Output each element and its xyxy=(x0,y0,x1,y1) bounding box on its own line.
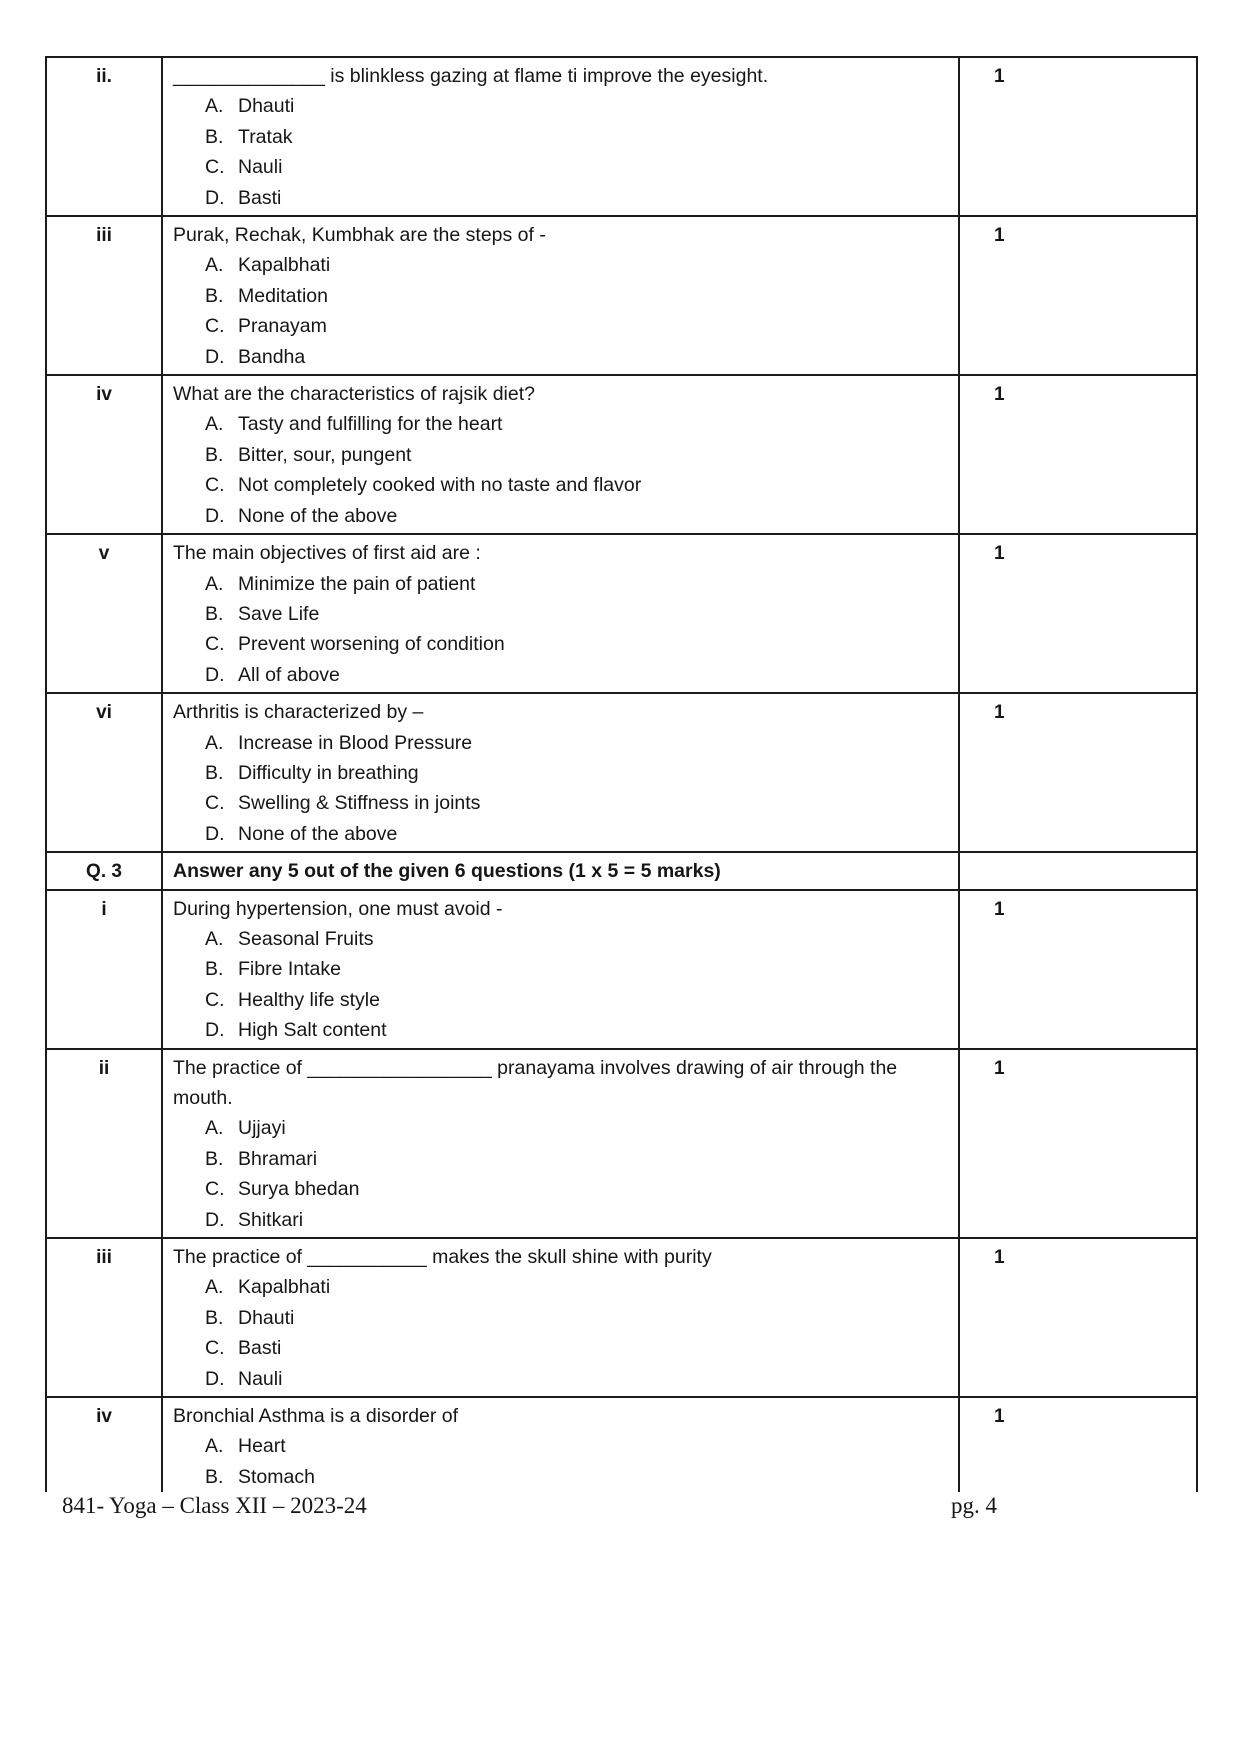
option-letter: D. xyxy=(205,186,225,209)
question-text: Purak, Rechak, Kumbhak are the steps of - xyxy=(173,224,546,247)
question-number: iv xyxy=(47,376,163,533)
option-row xyxy=(173,1174,946,1204)
option-text: Dhauti xyxy=(238,1306,295,1329)
option-text: Swelling & Stiffness in joints xyxy=(238,792,481,815)
option-text: Meditation xyxy=(238,284,328,307)
footer-course-title: 841- Yoga – Class XII – 2023-24 xyxy=(62,1493,367,1518)
option-row xyxy=(173,91,946,121)
option-text: Surya bhedan xyxy=(238,1178,360,1201)
question-number: iii xyxy=(47,217,163,374)
option-row xyxy=(173,1333,946,1363)
option-text: Tasty and fulfilling for the heart xyxy=(238,413,503,436)
table-row xyxy=(47,1398,1196,1492)
option-text: Fibre Intake xyxy=(238,958,341,981)
marks-value: 1 xyxy=(994,898,1005,920)
option-letter: C. xyxy=(205,633,225,656)
option-text: Nauli xyxy=(238,1367,283,1390)
option-row xyxy=(173,152,946,182)
marks-value xyxy=(960,853,1196,888)
option-row xyxy=(173,1144,946,1174)
option-letter: C. xyxy=(205,315,225,338)
question-number: Q. 3 xyxy=(47,853,163,888)
option-letter: A. xyxy=(205,1117,224,1140)
option-text: All of above xyxy=(238,663,340,686)
question-number: v xyxy=(47,535,163,692)
table-row xyxy=(47,853,1196,890)
option-text: Increase in Blood Pressure xyxy=(238,731,473,754)
option-text: Basti xyxy=(238,186,282,209)
option-text: High Salt content xyxy=(238,1019,387,1042)
option-text: Ujjayi xyxy=(238,1117,286,1140)
option-text: Shitkari xyxy=(238,1208,304,1231)
option-row xyxy=(173,1462,946,1492)
option-text: Bitter, sour, pungent xyxy=(238,443,412,466)
option-row xyxy=(173,599,946,629)
question-cell xyxy=(163,694,960,851)
table-row xyxy=(47,1050,1196,1239)
option-row xyxy=(173,122,946,152)
option-text: Nauli xyxy=(238,156,283,179)
question-number: vi xyxy=(47,694,163,851)
table-row xyxy=(47,535,1196,694)
option-letter: B. xyxy=(205,761,224,784)
option-letter: D. xyxy=(205,822,225,845)
option-letter: D. xyxy=(205,663,225,686)
option-letter: C. xyxy=(205,792,225,815)
option-text: Not completely cooked with no taste and flavor xyxy=(238,474,642,497)
option-letter: A. xyxy=(205,927,224,950)
option-row xyxy=(173,311,946,341)
option-letter: C. xyxy=(205,474,225,497)
table-row xyxy=(47,376,1196,535)
option-letter: A. xyxy=(205,254,224,277)
question-text: The practice of ___________ makes the skull shine with purity xyxy=(173,1246,712,1269)
table-row xyxy=(47,58,1196,217)
table-row xyxy=(47,891,1196,1050)
option-text: Dhauti xyxy=(238,95,295,118)
marks-value: 1 xyxy=(994,1406,1005,1428)
question-table xyxy=(45,56,1198,1492)
option-letter: B. xyxy=(205,443,224,466)
option-letter: D. xyxy=(205,1208,225,1231)
option-row xyxy=(173,954,946,984)
option-letter: D. xyxy=(205,1019,225,1042)
option-text: Healthy life style xyxy=(238,988,380,1011)
option-letter: B. xyxy=(205,1465,224,1488)
marks-value: 1 xyxy=(994,543,1005,565)
option-letter: C. xyxy=(205,1178,225,1201)
footer-page-number: pg. 4 xyxy=(951,1493,997,1518)
option-text: Bandha xyxy=(238,345,306,368)
option-row xyxy=(173,409,946,439)
marks-value: 1 xyxy=(994,66,1005,87)
option-text: Pranayam xyxy=(238,315,327,338)
option-row xyxy=(173,569,946,599)
table-row xyxy=(47,217,1196,376)
option-letter: D. xyxy=(205,1367,225,1390)
option-row xyxy=(173,342,946,372)
option-row xyxy=(173,758,946,788)
option-text: None of the above xyxy=(238,504,398,527)
option-text: Seasonal Fruits xyxy=(238,927,374,950)
option-text: Bhramari xyxy=(238,1147,318,1170)
option-text: Kapalbhati xyxy=(238,254,331,277)
question-number: i xyxy=(47,891,163,1048)
option-letter: A. xyxy=(205,572,224,595)
question-cell xyxy=(163,1050,960,1237)
table-row xyxy=(47,694,1196,853)
option-letter: C. xyxy=(205,988,225,1011)
question-cell xyxy=(163,535,960,692)
question-text: During hypertension, one must avoid - xyxy=(173,897,503,920)
option-row xyxy=(173,470,946,500)
option-text: Save Life xyxy=(238,602,320,625)
question-text: The practice of _________________ pranayama involves drawing of air through the mouth. xyxy=(173,1056,898,1109)
option-row xyxy=(173,1205,946,1235)
marks-value: 1 xyxy=(994,384,1005,406)
option-letter: B. xyxy=(205,602,224,625)
option-text: Stomach xyxy=(238,1465,315,1488)
page-footer xyxy=(62,1493,997,1519)
option-letter: B. xyxy=(205,1147,224,1170)
question-text: The main objectives of first aid are : xyxy=(173,542,481,565)
option-letter: A. xyxy=(205,95,224,118)
option-row xyxy=(173,728,946,758)
option-row xyxy=(173,924,946,954)
option-letter: B. xyxy=(205,958,224,981)
question-text: Answer any 5 out of the given 6 questions (1 x 5 = 5 marks) xyxy=(173,860,721,883)
option-row xyxy=(173,183,946,213)
question-cell xyxy=(163,1398,960,1492)
option-row xyxy=(173,660,946,690)
question-cell xyxy=(163,58,960,215)
marks-value: 1 xyxy=(994,702,1005,724)
option-letter: C. xyxy=(205,1337,225,1360)
question-cell xyxy=(163,891,960,1048)
option-row xyxy=(173,1303,946,1333)
option-row xyxy=(173,501,946,531)
option-row xyxy=(173,985,946,1015)
question-text: Bronchial Asthma is a disorder of xyxy=(173,1405,459,1428)
option-text: Heart xyxy=(238,1435,286,1458)
question-number: iii xyxy=(47,1239,163,1396)
question-cell xyxy=(163,376,960,533)
option-text: Basti xyxy=(238,1337,282,1360)
option-row xyxy=(173,788,946,818)
option-row xyxy=(173,1113,946,1143)
option-letter: D. xyxy=(205,345,225,368)
option-row xyxy=(173,629,946,659)
question-number: ii. xyxy=(47,58,163,215)
option-row xyxy=(173,1015,946,1045)
option-text: Minimize the pain of patient xyxy=(238,572,476,595)
question-cell xyxy=(163,217,960,374)
option-letter: D. xyxy=(205,504,225,527)
option-letter: A. xyxy=(205,1435,224,1458)
question-cell xyxy=(163,1239,960,1396)
option-row xyxy=(173,1272,946,1302)
option-row xyxy=(173,250,946,280)
question-number: ii xyxy=(47,1050,163,1237)
option-text: None of the above xyxy=(238,822,398,845)
option-row xyxy=(173,1364,946,1394)
question-cell xyxy=(163,853,960,888)
option-row xyxy=(173,440,946,470)
option-letter: C. xyxy=(205,156,225,179)
question-number: iv xyxy=(47,1398,163,1492)
option-letter: B. xyxy=(205,284,224,307)
marks-value: 1 xyxy=(994,1057,1005,1079)
option-letter: B. xyxy=(205,125,224,148)
option-text: Tratak xyxy=(238,125,293,148)
option-letter: B. xyxy=(205,1306,224,1329)
table-row xyxy=(47,1239,1196,1398)
option-row xyxy=(173,1431,946,1461)
option-letter: A. xyxy=(205,413,224,436)
option-text: Kapalbhati xyxy=(238,1276,331,1299)
option-text: Prevent worsening of condition xyxy=(238,633,505,656)
option-row xyxy=(173,819,946,849)
option-letter: A. xyxy=(205,1276,224,1299)
option-row xyxy=(173,281,946,311)
option-letter: A. xyxy=(205,731,224,754)
marks-value: 1 xyxy=(994,1247,1005,1269)
marks-value: 1 xyxy=(994,225,1005,247)
question-text: ______________ is blinkless gazing at flame ti improve the eyesight. xyxy=(173,65,769,87)
question-text: Arthritis is characterized by – xyxy=(173,701,424,724)
option-text: Difficulty in breathing xyxy=(238,761,419,784)
question-text: What are the characteristics of rajsik diet? xyxy=(173,383,535,406)
